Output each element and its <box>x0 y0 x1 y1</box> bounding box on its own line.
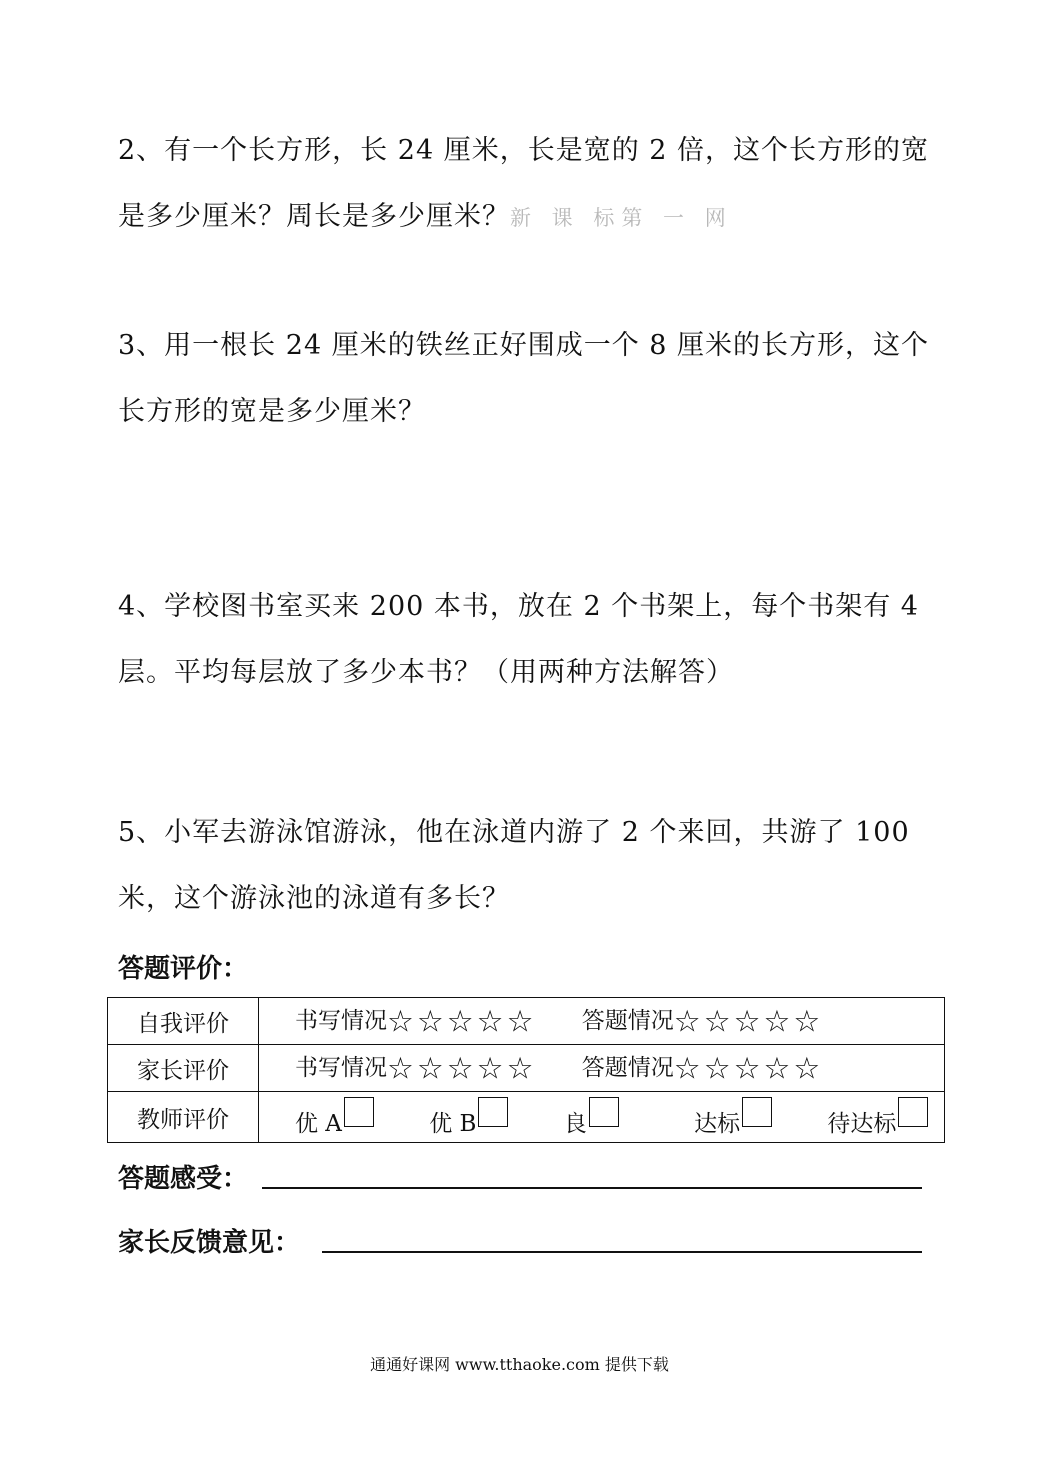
option-label-not-pass: 待达标 <box>827 1110 897 1137</box>
question-4 <box>118 574 928 706</box>
checkbox-excellent-a[interactable] <box>344 1097 374 1127</box>
table-row <box>108 1092 945 1143</box>
footer-text: 通通好课网 www.tthaoke.com 提供下载 <box>370 1355 669 1374</box>
option-label-pass: 达标 <box>694 1110 741 1137</box>
checkbox-pass[interactable] <box>742 1097 772 1127</box>
parent-feedback-label: 家长反馈意见： <box>118 1228 301 1258</box>
evaluation-table <box>107 997 945 1143</box>
evaluation-heading: 答题评价： <box>118 954 249 984</box>
option-label-good: 良 <box>563 1110 587 1137</box>
writing-label: 书写情况 <box>295 1055 387 1082</box>
star-rating-writing-parent[interactable]: ☆☆☆☆☆ <box>387 1051 537 1087</box>
feelings-label: 答题感受： <box>118 1164 249 1194</box>
question-4-line-2: 层。平均每层放了多少本书？（用两种方法解答） <box>118 657 734 688</box>
option-label-a: 优 A <box>295 1110 342 1137</box>
question-5-line-2: 米，这个游泳池的泳道有多长？ <box>118 883 510 914</box>
checkbox-good[interactable] <box>589 1097 619 1127</box>
answer-label: 答题情况 <box>581 1055 674 1082</box>
parent-feedback-input-line[interactable] <box>322 1251 922 1253</box>
question-2 <box>118 118 928 251</box>
question-5 <box>118 800 928 932</box>
row-label-parent: 家长评价 <box>108 1045 259 1092</box>
question-5-line-1: 5、小军去游泳馆游泳，他在泳道内游了 2 个来回，共游了 100 <box>118 817 910 848</box>
checkbox-excellent-b[interactable] <box>478 1097 508 1127</box>
question-2-line-2: 是多少厘米？周长是多少厘米？ <box>118 201 510 232</box>
answer-label: 答题情况 <box>581 1008 674 1035</box>
question-3 <box>118 313 928 445</box>
table-row <box>108 1045 945 1092</box>
question-4-line-1: 4、学校图书室买来 200 本书，放在 2 个书架上，每个书架有 4 <box>118 591 919 622</box>
feelings-input-line[interactable] <box>262 1187 922 1189</box>
question-2-line-1: 2、有一个长方形，长 24 厘米，长是宽的 2 倍，这个长方形的宽 <box>118 135 930 166</box>
writing-label: 书写情况 <box>295 1008 387 1035</box>
question-3-line-1: 3、用一根长 24 厘米的铁丝正好围成一个 8 厘米的长方形，这个 <box>118 330 930 361</box>
option-label-b: 优 B <box>429 1110 477 1137</box>
checkbox-not-yet-pass[interactable] <box>898 1097 928 1127</box>
star-rating-answer-parent[interactable]: ☆☆☆☆☆ <box>673 1051 824 1087</box>
star-rating-writing-self[interactable]: ☆☆☆☆☆ <box>387 1004 537 1040</box>
row-label-teacher: 教师评价 <box>108 1092 259 1143</box>
table-row <box>108 998 945 1045</box>
row-label-self: 自我评价 <box>108 998 259 1045</box>
star-rating-answer-self[interactable]: ☆☆☆☆☆ <box>673 1004 824 1040</box>
watermark-text: 新 课 标第 一 网 <box>510 206 733 230</box>
question-3-line-2: 长方形的宽是多少厘米？ <box>118 396 426 427</box>
